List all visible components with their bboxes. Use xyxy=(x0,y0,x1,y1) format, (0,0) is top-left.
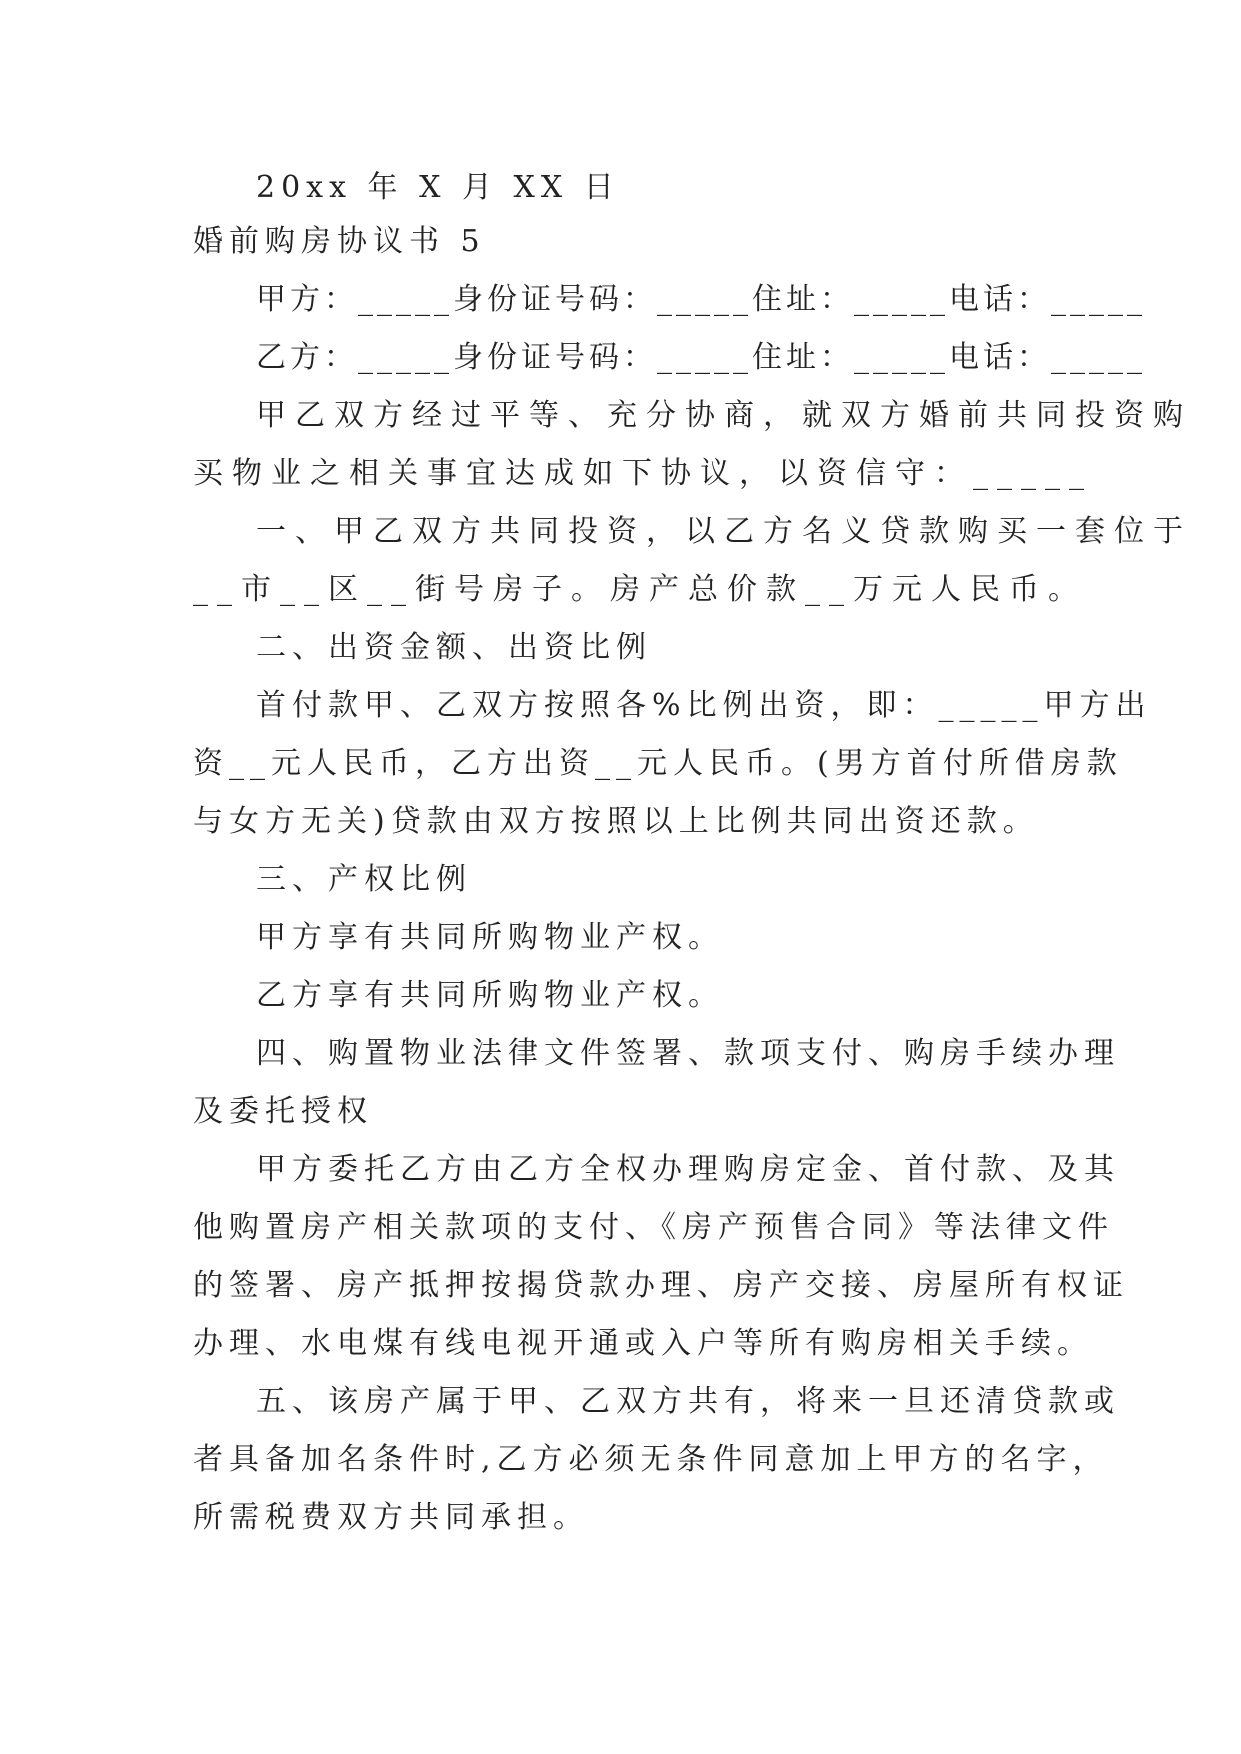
party-b-phone-blank: _____ xyxy=(1051,340,1146,375)
clause-4-heading-line-2: 及委托授权 xyxy=(193,1094,373,1129)
clause-1-line-1: 一、甲乙双方共同投资，以乙方名义贷款购买一套位于 xyxy=(256,514,1192,549)
clause-5-line-3: 所需税费双方共同承担。 xyxy=(193,1500,589,1535)
clause-4-line-4: 办理、水电煤有线电视开通或入户等所有购房相关手续。 xyxy=(193,1326,1093,1361)
clause-5-line-1: 五、该房产属于甲、乙双方共有，将来一旦还清贷款或 xyxy=(256,1384,1120,1419)
preamble-line-1: 甲乙双方经过平等、充分协商，就双方婚前共同投资购 xyxy=(256,398,1192,433)
clause-1-line-2: __市__区__街号房子。房产总价款__万元人民币。 xyxy=(193,572,1087,607)
party-b-row xyxy=(256,338,1146,378)
party-b-address-blank: _____ xyxy=(854,340,949,375)
clause-2-line-2: 资__元人民币，乙方出资__元人民币。(男方首付所借房款 xyxy=(193,746,1123,781)
party-a-id-field xyxy=(453,280,752,320)
clause-4-line-2: 他购置房产相关款项的支付、《房产预售合同》等法律文件 xyxy=(193,1210,1114,1245)
party-b-label: 乙方： xyxy=(256,340,358,375)
party-a-field xyxy=(256,280,453,320)
clause-3-party-b: 乙方享有共同所购物业产权。 xyxy=(256,978,724,1013)
party-b-id-field xyxy=(453,338,752,378)
clause-2-line-1: 首付款甲、乙双方按照各%比例出资，即：_____甲方出 xyxy=(256,688,1152,723)
clause-2-line-3: 与女方无关)贷款由双方按照以上比例共同出资还款。 xyxy=(193,804,1039,839)
party-a-label: 甲方： xyxy=(256,282,358,317)
party-a-address-blank: _____ xyxy=(854,282,949,317)
party-b-address-field xyxy=(752,338,949,378)
party-b-field xyxy=(256,338,453,378)
clause-4-line-1: 甲方委托乙方由乙方全权办理购房定金、首付款、及其 xyxy=(256,1152,1120,1187)
party-a-phone-label: 电话： xyxy=(949,282,1051,317)
party-b-phone-field xyxy=(949,338,1146,378)
party-a-row xyxy=(256,280,1146,320)
party-a-phone-blank: _____ xyxy=(1051,282,1146,317)
party-b-id-label: 身份证号码： xyxy=(453,340,657,375)
clause-2-heading: 二、出资金额、出资比例 xyxy=(256,630,652,665)
clause-3-heading: 三、产权比例 xyxy=(256,862,472,897)
party-a-address-label: 住址： xyxy=(752,282,854,317)
party-b-blank: _____ xyxy=(358,340,453,375)
clause-5-line-2: 者具备加名条件时,乙方必须无条件同意加上甲方的名字， xyxy=(193,1442,1109,1477)
party-b-id-blank: _____ xyxy=(657,340,752,375)
date-line: 20xx 年 X 月 XX 日 xyxy=(256,170,620,205)
document-title: 婚前购房协议书 5 xyxy=(193,224,486,259)
clause-3-party-a: 甲方享有共同所购物业产权。 xyxy=(256,920,724,955)
party-b-address-label: 住址： xyxy=(752,340,854,375)
party-a-id-label: 身份证号码： xyxy=(453,282,657,317)
party-a-id-blank: _____ xyxy=(657,282,752,317)
party-b-phone-label: 电话： xyxy=(949,340,1051,375)
preamble-line-2: 买物业之相关事宜达成如下协议，以资信守：_____ xyxy=(193,456,1093,491)
party-a-address-field xyxy=(752,280,949,320)
clause-4-heading-line-1: 四、购置物业法律文件签署、款项支付、购房手续办理 xyxy=(256,1036,1120,1071)
party-a-phone-field xyxy=(949,280,1146,320)
clause-4-line-3: 的签署、房产抵押按揭贷款办理、房产交接、房屋所有权证 xyxy=(193,1268,1129,1303)
party-a-blank: _____ xyxy=(358,282,453,317)
